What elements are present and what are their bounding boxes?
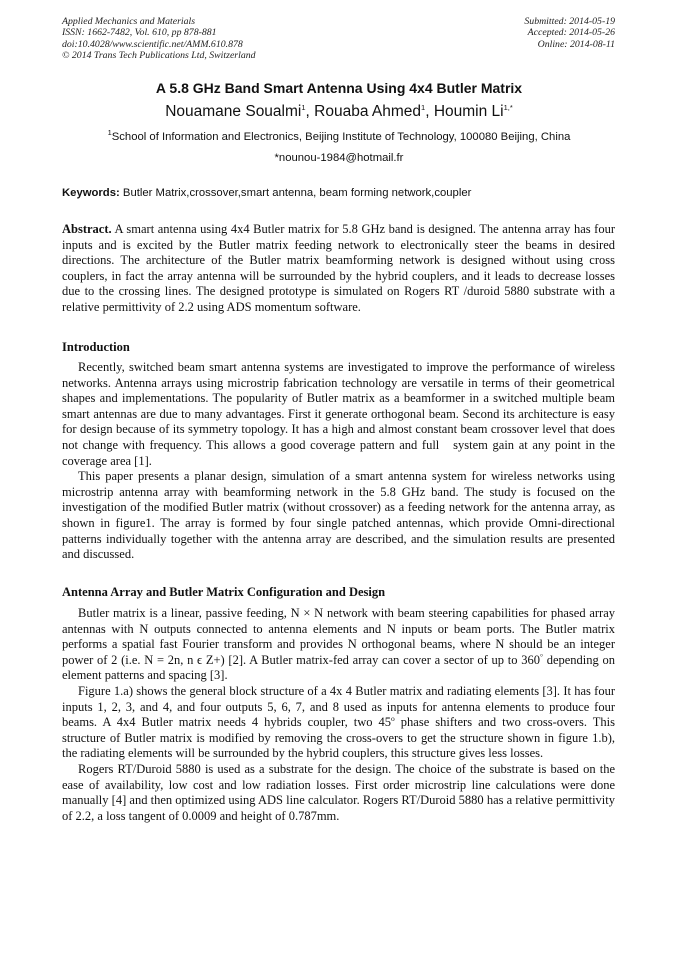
section-heading-introduction: Introduction xyxy=(62,340,130,354)
abstract xyxy=(62,222,615,316)
introduction-body xyxy=(62,360,615,563)
section-heading-design: Antenna Array and Butler Matrix Configuration and Design xyxy=(62,585,386,599)
journal-doi: doi:10.4028/www.scientific.net/AMM.610.878 xyxy=(62,38,243,50)
paragraph-text: depending on element patterns and spacing [3]. xyxy=(62,652,615,683)
paragraph-text: phase shifters and two cross-overs. This structure of Butler matrix is modified by removing the cross-overs to get the structure shown in figure 1.b), the radiating elements will be surrounded by the hybrid couplers, this structure gives less losses. xyxy=(62,715,615,761)
author-list xyxy=(0,103,678,121)
author-name: Nouamane Soualmi xyxy=(165,103,302,120)
author-separator: , xyxy=(305,103,315,120)
submitted-date: Submitted: 2014-05-19 xyxy=(524,16,615,27)
accepted-date: Accepted: 2014-05-26 xyxy=(527,27,615,39)
paragraph-text: Figure 1.a) shows the general block structure of a 4x 4 Butler matrix and radiating elements [3]. It has four inputs 1, 2, 3, and 4, and four outputs 5, 6, 7, and 8 used as inputs for antenna elements to produce four beams. A 4x4 Butler matrix needs 4 hybrids coupler, two 45 xyxy=(62,683,615,730)
paragraph: Recently, switched beam smart antenna systems are investigated to improve the performance of wireless networks. Antenna arrays using microstrip fabrication technology are versatile in terms of their geometrical shapes and implementations. The popularity of Butler matrix as a beamformer in a switched multiple beam smart antennas are due to many advantages. First it generate orthogonal beam. Second its architecture is easy for design because of its symmetry topology. It has a high and almost constant beam crossover level that does not change with frequency. This allows a good coverage pattern and full system gain at any point in the coverage area [1]. xyxy=(62,360,615,468)
paragraph: Rogers RT/Duroid 5880 is used as a substrate for the design. The choice of the substrate is based on the ease of availability, low cost and low radiation losses. First order microstrip line calculations were done manually [4] and then optimized using ADS line calculator. Rogers RT/Duroid 5880 has a relative permittivity of 2.2, a loss tangent of 0.0009 and height of 0.787mm. xyxy=(62,761,615,823)
author-name: Houmin Li xyxy=(433,103,504,120)
author-separator: , xyxy=(425,103,434,120)
keywords-line xyxy=(62,187,471,199)
journal-header-right xyxy=(524,16,615,50)
paper-title: A 5.8 GHz Band Smart Antenna Using 4x4 Butler Matrix xyxy=(155,80,523,96)
author-affiliation-mark: 1,* xyxy=(503,102,513,112)
degree-mark: ° xyxy=(539,651,543,661)
design-body xyxy=(62,606,615,824)
keywords-text: Butler Matrix,crossover,smart antenna, beam forming network,coupler xyxy=(119,187,472,199)
journal-header-left xyxy=(62,16,256,61)
journal-copyright: © 2014 Trans Tech Publications Ltd, Switzerland xyxy=(62,49,256,61)
paragraph xyxy=(62,606,615,684)
online-date: Online: 2014-08-11 xyxy=(537,38,615,50)
keywords-label: Keywords: xyxy=(62,187,120,199)
affiliation-mark: 1 xyxy=(107,128,112,138)
journal-name: Applied Mechanics and Materials xyxy=(62,16,196,27)
abstract-label: Abstract. xyxy=(62,222,112,236)
corresponding-email: *nounou-1984@hotmail.fr xyxy=(274,152,404,164)
affiliation-text: School of Information and Electronics, Beijing Institute of Technology, 100080 Beijing, China xyxy=(111,131,571,143)
author-affiliation-mark: 1 xyxy=(421,102,426,112)
abstract-text: A smart antenna using 4x4 Butler matrix for 5.8 GHz band is designed. The antenna array has four inputs and is excited by the Butler matrix feeding network to electronically steer the beams in desired directions. The architecture of the Butler matrix beamforming network is designed without using cross couplers, in fact the array antenna will be surrounded by the hybrid couplers, and it leads to decrease losses due to the crossing lines. The designed prototype is simulated on Rogers RT /duroid 5880 substrate with a relative permittivity of 2.2 using ADS momentum software. xyxy=(62,222,615,314)
paragraph-text: Butler matrix is a linear, passive feeding, N × N network with beam steering capabilities for phased array antennas with N outputs connected to antenna elements and N inputs or beam ports. The Butler matrix performs a spatial fast Fourier transform and provides N orthogonal beams, where N should be an integer power of 2 (i.e. N = 2n, n ϵ Z+) [2]. A Butler matrix-fed array can cover a sector of up to 360 xyxy=(62,606,615,667)
author-affiliation-mark: 1 xyxy=(301,102,306,112)
degree-mark: o xyxy=(391,714,395,723)
paragraph: This paper presents a planar design, simulation of a smart antenna system for wireless networks using microstrip antenna array with beamforming network in the 5.8 GHz band. The study is focused on the investigation of the modified Butler matrix (without crossover) as a feeding network for the antenna array, as shown in figure1. The array is formed by four single patched antennas, which provide Omni-directional patterns individually together with the antenna array are described, and the simulation results are presented and discussed. xyxy=(62,469,615,562)
affiliation xyxy=(0,128,678,143)
author-name: Rouaba Ahmed xyxy=(314,103,422,120)
journal-issn: ISSN: 1662-7482, Vol. 610, pp 878-881 xyxy=(62,27,217,39)
paragraph xyxy=(62,684,615,762)
